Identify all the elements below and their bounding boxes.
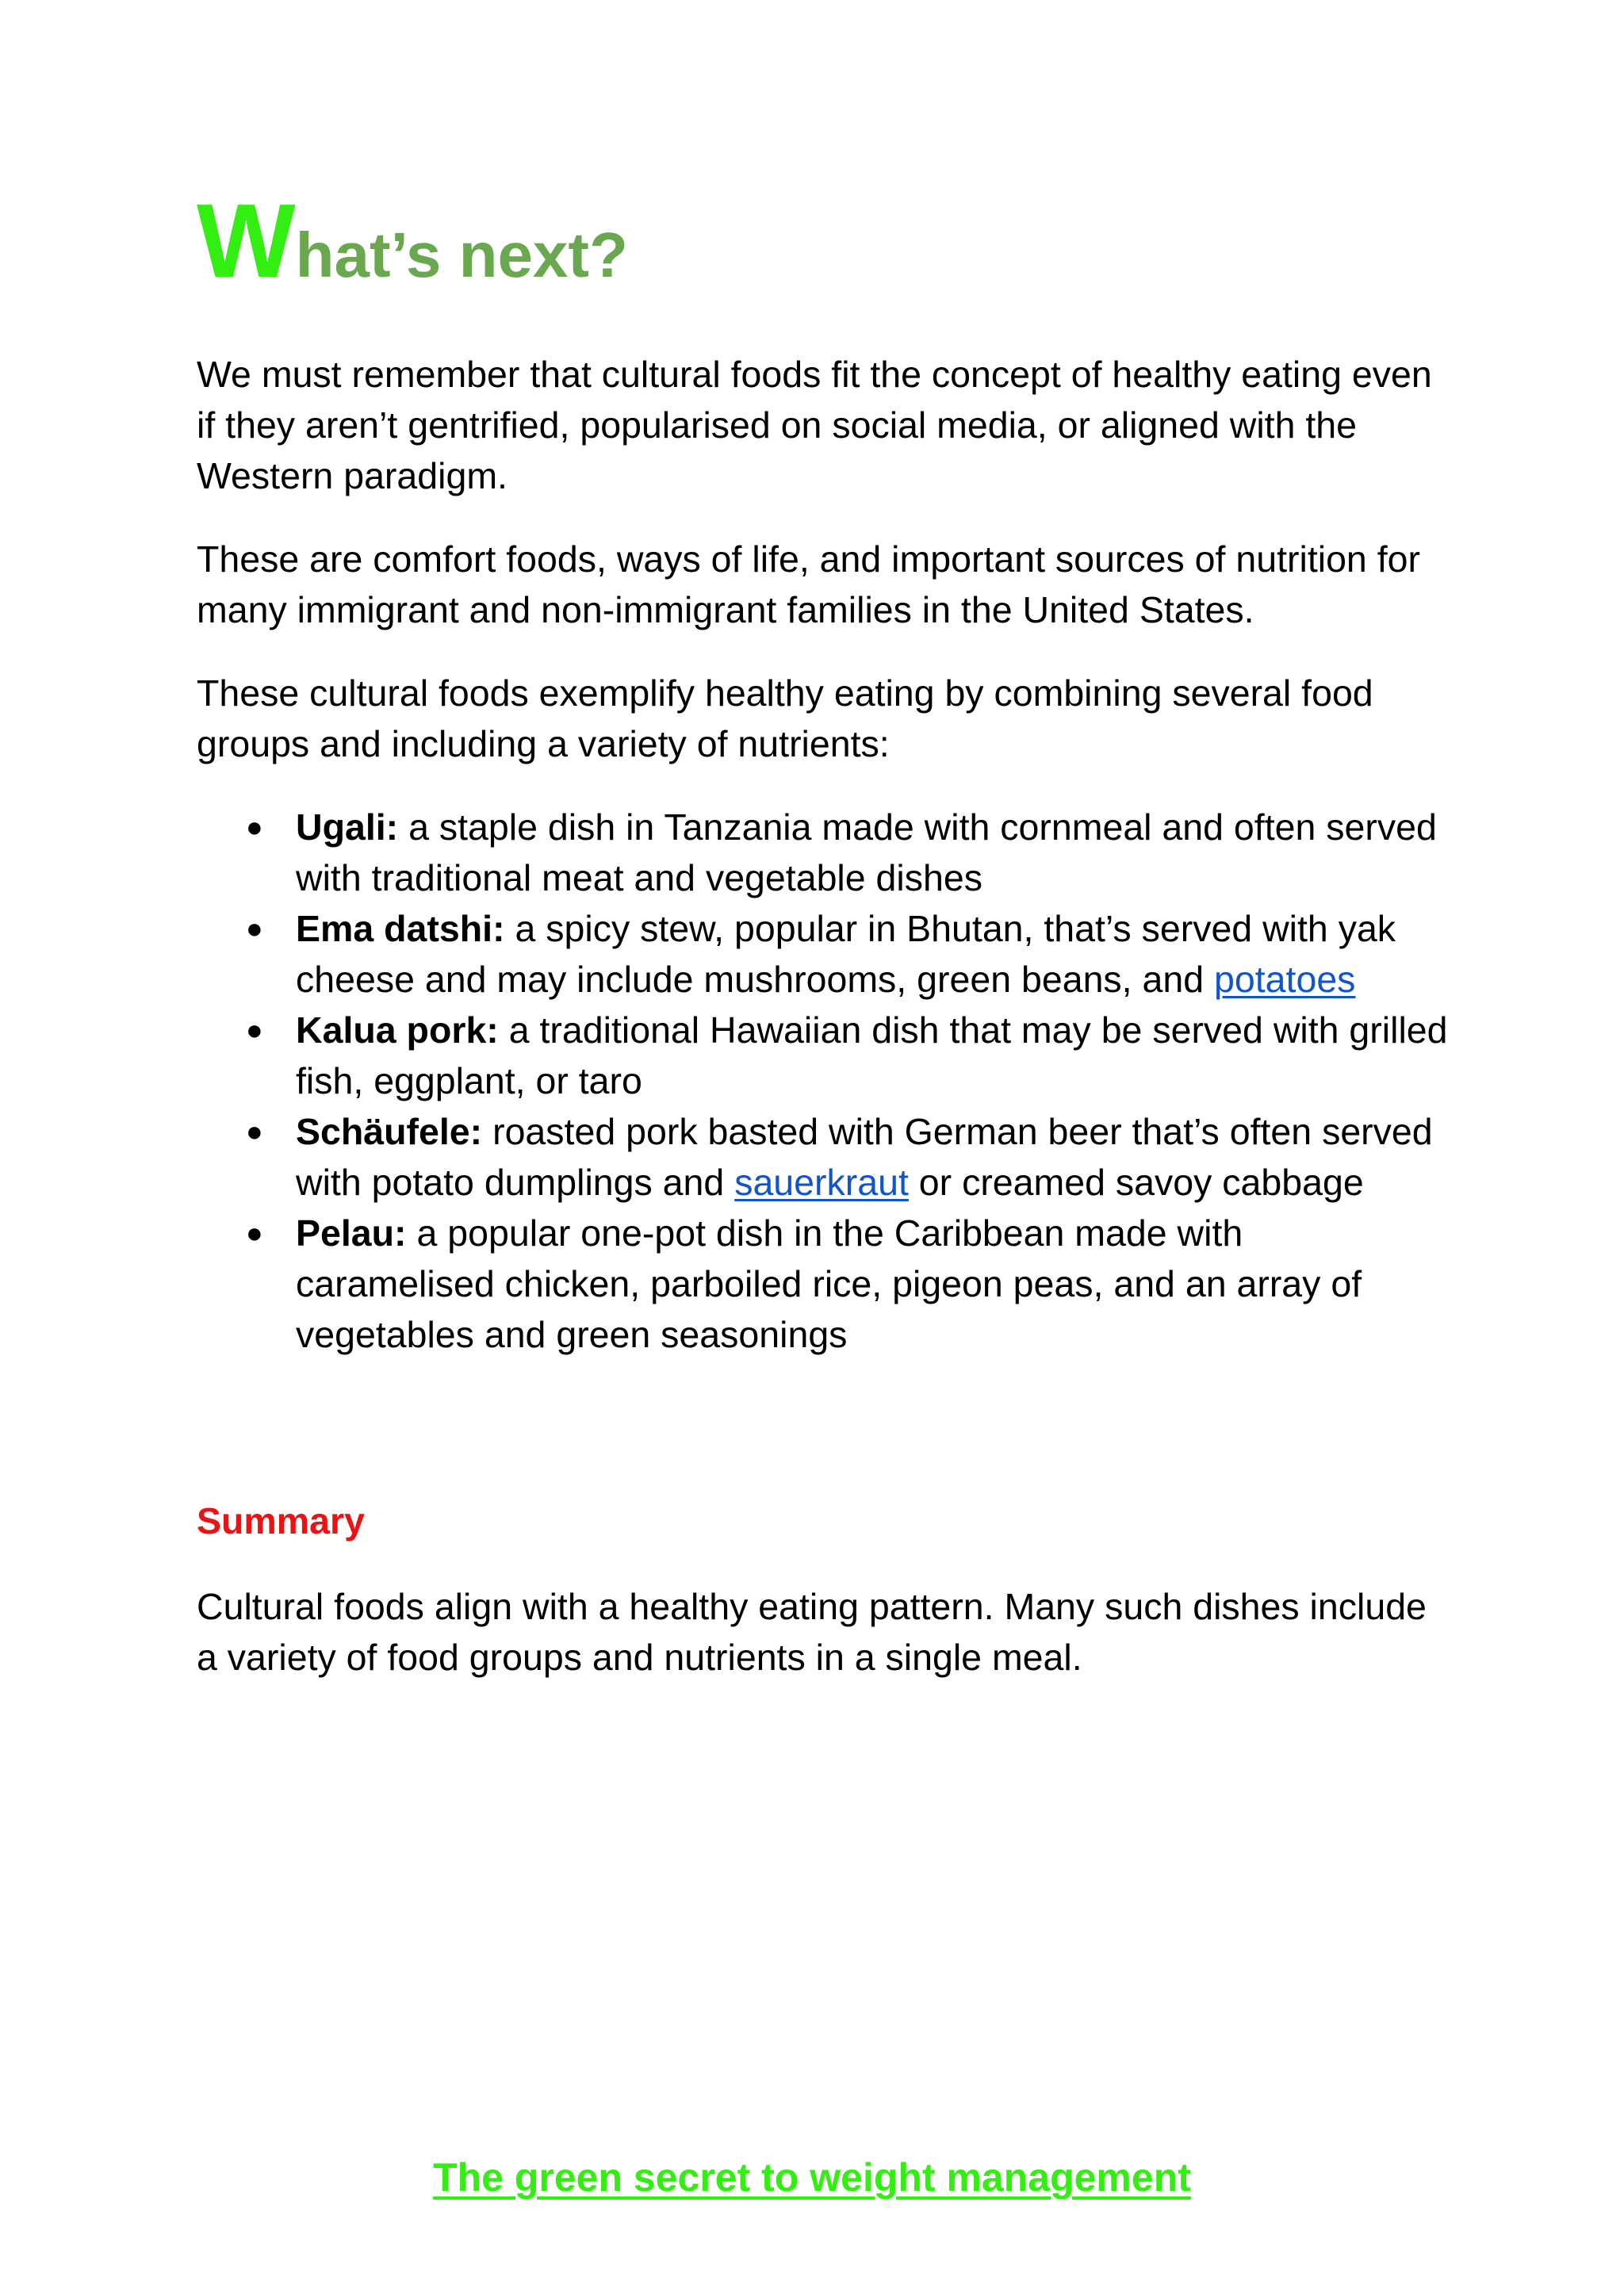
sauerkraut-link[interactable]: sauerkraut [734,1162,909,1203]
bullet-icon: ● [246,1216,263,1249]
dish-description: a traditional Hawaiian dish that may be served with grilled fish, eggplant, or taro [296,1009,1448,1101]
dish-name: Kalua pork: [296,1009,499,1051]
dish-name: Ugali: [296,806,399,848]
bullet-icon: ● [246,810,263,843]
summary-paragraph: Cultural foods align with a healthy eating pattern. Many such dishes include a variety of food groups and nutrients in a single meal. [197,1586,1427,1678]
footer [0,2152,1624,2203]
dish-name: Pelau: [296,1212,407,1254]
list-item-pelau [197,1208,1450,1360]
bullet-icon: ● [246,1013,263,1046]
list-item-kalua-pork [197,1005,1450,1106]
healthy-eating-paragraph: These cultural foods exemplify healthy eating by combining several food groups and including a variety of nutrients: [197,672,1373,764]
dish-description: a spicy stew, popular in Bhutan, that’s served with yak cheese and may include mushrooms, green beans, and [296,908,1396,1000]
weight-management-link[interactable]: The green secret to weight management [433,2155,1191,2200]
dish-description: a staple dish in Tanzania made with cornmeal and often served with traditional meat and vegetable dishes [296,806,1437,898]
dish-name: Ema datshi: [296,908,505,949]
comfort-foods-paragraph: These are comfort foods, ways of life, and important sources of nutrition for many immigrant and non-immigrant families in the United States. [197,538,1420,630]
potatoes-link[interactable]: potatoes [1214,959,1356,1000]
dish-name: Schäufele: [296,1111,483,1152]
bullet-icon: ● [246,912,263,944]
page-title-rest: hat’s next? [295,220,628,290]
list-item-schaufele [197,1106,1450,1208]
list-item-ugali [197,802,1450,903]
dish-description: a popular one-pot dish in the Caribbean made with caramelised chicken, parboiled rice, pigeon peas, and an array of vegetables and green seasonings [296,1212,1362,1355]
list-item-ema-datshi [197,903,1450,1005]
summary-heading: Summary [197,1500,365,1541]
dish-description: roasted pork basted with German beer that’s often served with potato dumplings and [296,1111,1433,1203]
intro-paragraph: We must remember that cultural foods fit the concept of healthy eating even if they aren’t gentrified, popularised on social media, or aligned with the Western paradigm. [197,354,1432,496]
page-title-initial: W [197,182,296,299]
dish-description-continued: or creamed savoy cabbage [908,1162,1364,1203]
bullet-icon: ● [246,1115,263,1147]
cultural-foods-list [197,802,1450,1360]
page-title [197,182,628,299]
